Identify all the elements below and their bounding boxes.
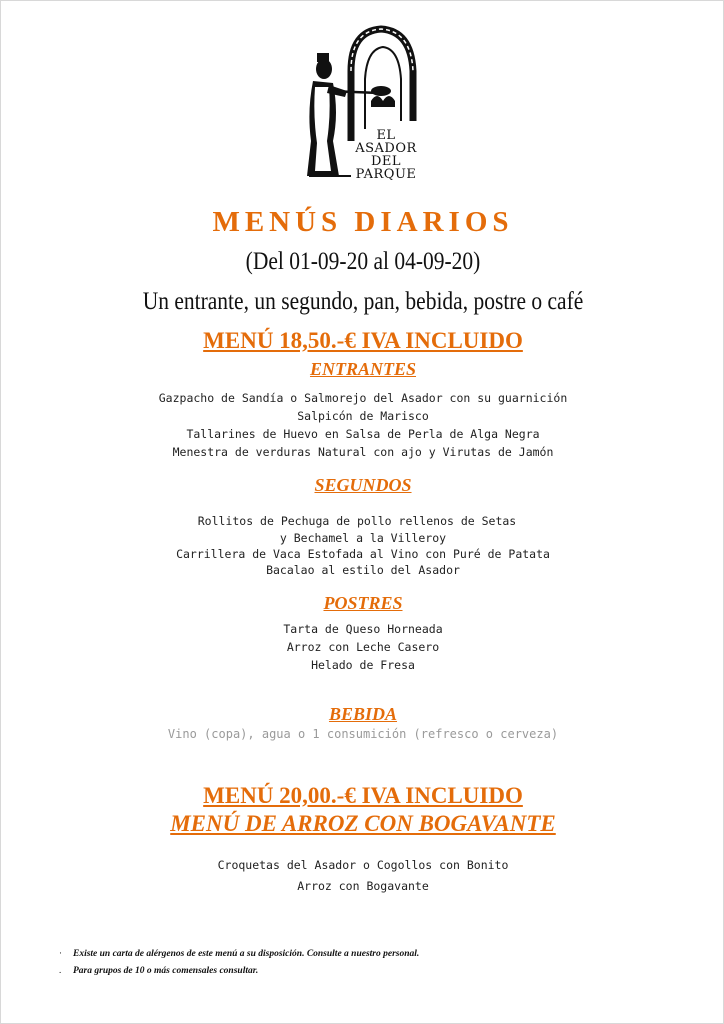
menu-item: Arroz con Leche Casero (286, 640, 440, 654)
menu-item: Gazpacho de Sandía o Salmorejo del Asador con su guarnición (158, 391, 568, 405)
section-segundos-heading: SEGUNDOS (314, 475, 412, 495)
section-postres-heading: POSTRES (323, 593, 403, 613)
menu-item: Tarta de Queso Horneada (283, 622, 443, 636)
menu-tagline: Un entrante, un segundo, pan, bebida, postre o café (142, 288, 584, 315)
date-range: (Del 01-09-20 al 04-09-20) (245, 248, 481, 275)
menu-item: Menestra de verduras Natural con ajo y Virutas de Jamón (172, 445, 554, 459)
menu-item: Carrillera de Vaca Estofada al Vino con Puré de Patata (176, 547, 550, 561)
menu-1-heading: MENÚ 18,50.-€ IVA INCLUIDO (203, 328, 523, 353)
page-title: MENÚS DIARIOS (212, 206, 514, 238)
menu-2-subheading: MENÚ DE ARROZ CON BOGAVANTE (170, 811, 556, 836)
logo-text-line: ASADOR (355, 141, 417, 156)
menu-item: Rollitos de Pechuga de pollo rellenos de Setas (197, 514, 517, 528)
section-entrantes-heading: ENTRANTES (309, 359, 417, 379)
bullet-icon: · (59, 948, 62, 958)
menu-item: Bacalao al estilo del Asador (266, 563, 460, 577)
menu-item: Croquetas del Asador o Cogollos con Bonito (217, 858, 509, 872)
menu-item: y Bechamel a la Villeroy (279, 531, 447, 545)
logo-text-line: EL (376, 128, 396, 143)
allergen-note: Existe un carta de alérgenos de este menú a su disposición. Consulte a nuestro personal. (73, 949, 420, 959)
menu-item: Salpicón de Marisco (297, 409, 429, 423)
menu-item: Tallarines de Huevo en Salsa de Perla de Alga Negra (186, 427, 540, 441)
menu-item: Helado de Fresa (311, 658, 415, 672)
logo-text-line: PARQUE (355, 167, 417, 182)
group-note: Para grupos de 10 o más comensales consultar. (73, 966, 259, 976)
section-bebida-heading: BEBIDA (328, 704, 398, 724)
bullet-icon: . (59, 965, 62, 975)
menu-item: Arroz con Bogavante (297, 879, 429, 893)
menu-2-heading: MENÚ 20,00.-€ IVA INCLUIDO (203, 783, 523, 808)
logo-text-line: DEL (370, 154, 402, 169)
drink-description: Vino (copa), agua o 1 consumición (refresco o cerveza) (167, 727, 559, 741)
